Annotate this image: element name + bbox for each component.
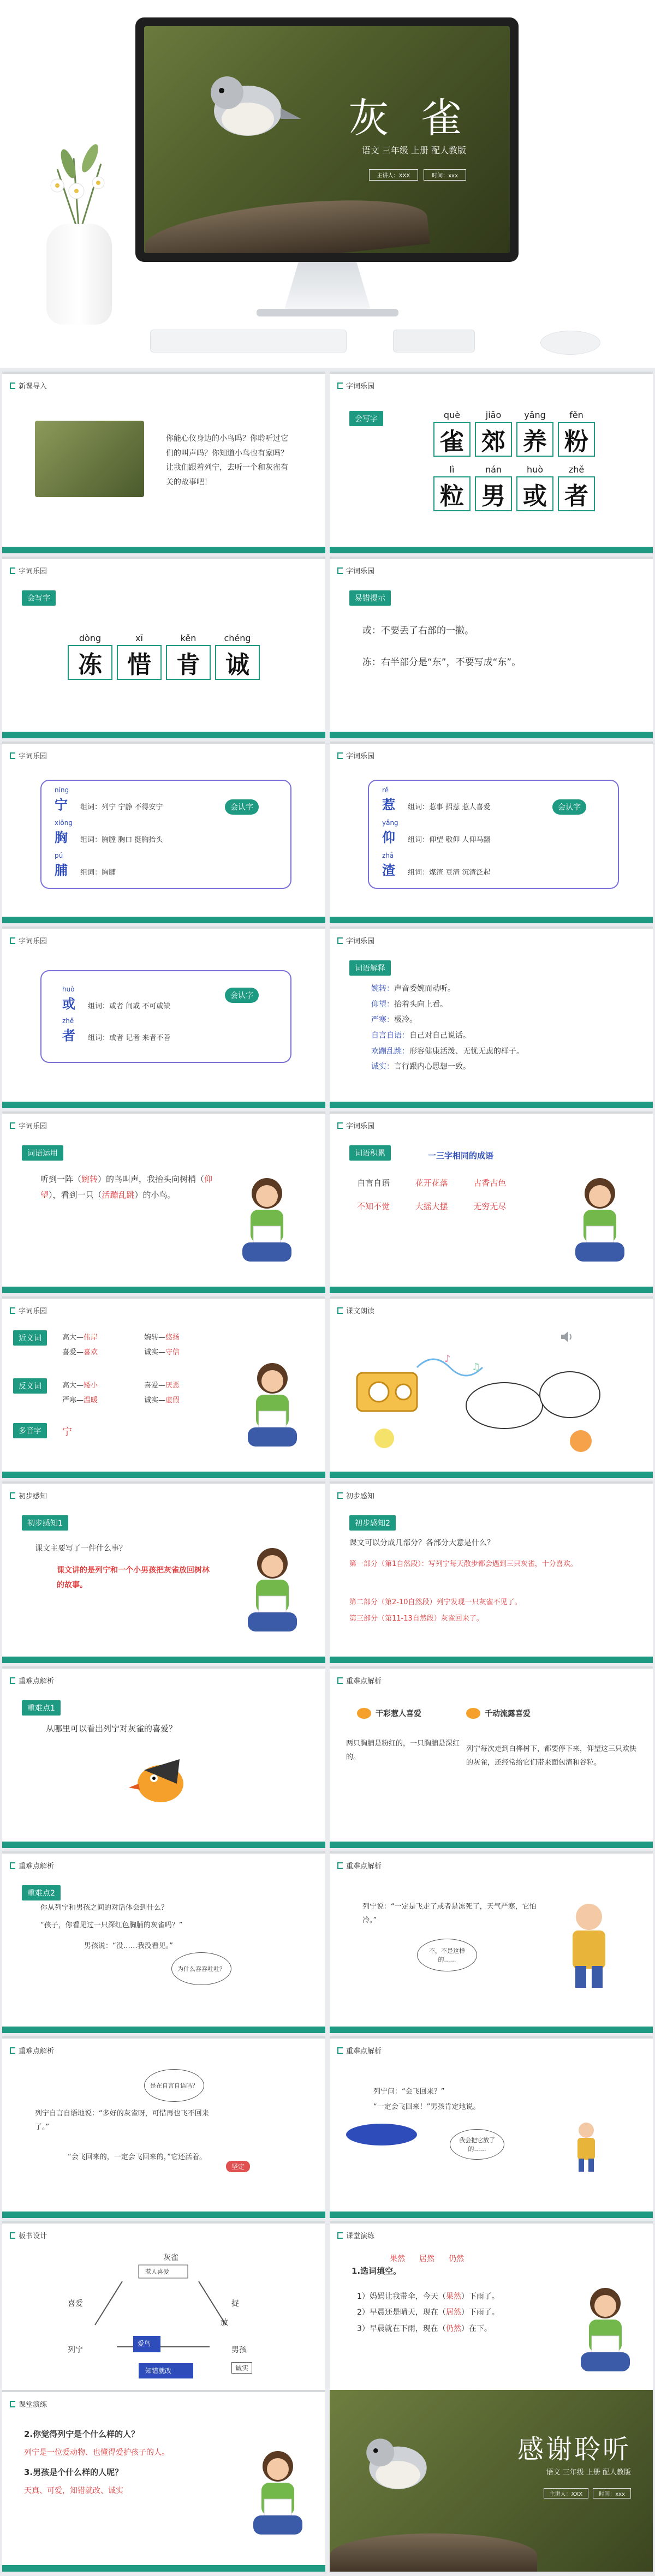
tag-preview-2: 初步感知2 — [349, 1515, 396, 1531]
lenin-question: 列宁问：“会飞回来？” — [373, 2088, 445, 2096]
slide-header: 字词乐园 — [19, 567, 47, 576]
reading-illustration — [341, 1351, 646, 1455]
term: 严寒： — [371, 1015, 394, 1025]
hanzi: 养 — [516, 422, 553, 457]
slide-header: 初步感知 — [19, 1492, 47, 1501]
girl-reading-image — [242, 1541, 302, 1637]
slide-5 — [2, 742, 325, 923]
slide-18a — [330, 1851, 653, 2033]
board-left-1: 喜爱 — [68, 2299, 83, 2308]
choice-options: 果然 居然 仍然 — [390, 2255, 464, 2263]
cover-title: 灰 雀 — [348, 95, 472, 142]
term: 婉转： — [371, 984, 394, 993]
hanzi: 胸 — [55, 830, 68, 845]
svg-text:♫: ♫ — [472, 1361, 481, 1373]
word-examples: 组词：仰望 敬仰 人仰马翻 — [408, 836, 491, 844]
tag-word-accumulation: 词语积累 — [349, 1145, 391, 1161]
bird-small-icon — [357, 1708, 371, 1719]
slide-22-ending — [330, 2390, 653, 2572]
slide-3 — [2, 557, 325, 738]
keyboard — [150, 330, 347, 352]
girl-reading-image — [570, 1172, 630, 1267]
pinyin: huò — [526, 464, 544, 475]
tag-hui-ren-zi: 会认字 — [552, 799, 586, 815]
hanzi: 惹 — [382, 797, 395, 812]
synonym-list: 高大—伟岸 婉转—悠扬 喜爱—喜欢 诚实—守信 — [62, 1334, 180, 1357]
tag-key-point-2: 重难点2 — [22, 1885, 61, 1900]
hanzi: 诚 — [215, 645, 260, 680]
tag-hui-ren-zi: 会认字 — [225, 799, 259, 815]
term: 欢蹦乱跳： — [371, 1047, 409, 1056]
idiom: 自言自语 — [357, 1178, 390, 1188]
slide-18b — [330, 2036, 653, 2218]
tag-hui-xie-zi: 会写字 — [349, 411, 383, 426]
char-row — [68, 633, 260, 680]
word-examples: 组词：或者 记者 来者不善 — [88, 1034, 171, 1042]
slide-header: 重难点解析 — [19, 1677, 55, 1686]
board-bottom: 知错就改 — [145, 2367, 172, 2375]
hanzi: 仰 — [382, 830, 395, 845]
label-b: 千动流露喜爱 — [466, 1708, 531, 1719]
cover-slide — [144, 26, 510, 253]
cover-scene — [0, 0, 655, 368]
exercise-lines: 1）妈妈让我带伞，今天（果然）下雨了。 2）早晨还是晴天，现在（居然）下雨了。 3）早晨就在下雨，现在（仍然）在下。 — [357, 2292, 499, 2333]
slide-header: 重难点解析 — [19, 2047, 55, 2055]
definition: 声音委婉而动听。 — [394, 984, 455, 993]
term: 自言自语： — [371, 1031, 409, 1041]
hanzi: 粒 — [433, 476, 471, 511]
tag-hui-ren-zi: 会认字 — [225, 988, 259, 1003]
char-row-1 — [433, 410, 595, 457]
presenter-label: 主讲人：XXX — [369, 169, 419, 181]
bird-icon — [352, 2423, 444, 2499]
intro-text: 你能心仪身边的小鸟吗？你聆听过它们的叫声吗？你知道小鸟也有家吗？让我们跟着列宁，去听一个和灰雀有关的故事吧！ — [166, 434, 288, 487]
board-sub: 惹人喜爱 — [145, 2268, 169, 2275]
idiom: 古香古色 — [473, 1178, 507, 1188]
boy-answer: “一定会飞回来！”男孩肯定地说。 — [373, 2103, 480, 2111]
tag-antonym: 反义词 — [13, 1378, 47, 1394]
board-right-1: 捉 — [231, 2299, 239, 2308]
part-2: 第二部分（第2-10自然段）列宁发现一只灰雀不见了。 — [349, 1598, 522, 1606]
slide-header: 重难点解析 — [346, 2047, 382, 2055]
board-right-2: 放 — [221, 2318, 228, 2327]
hanzi: 或 — [516, 476, 553, 511]
thanks-title: 感谢聆听 — [517, 2434, 631, 2465]
pinyin: pú — [55, 852, 63, 859]
pinyin: níng — [55, 786, 69, 794]
boy-image — [559, 1895, 619, 1991]
slide-header: 重难点解析 — [346, 1862, 382, 1870]
word-list — [62, 985, 226, 1049]
tag-error-tip: 易错提示 — [349, 590, 391, 606]
tag-word-meaning: 词语解释 — [349, 960, 391, 976]
slide-21 — [2, 2390, 325, 2572]
slide-6 — [330, 742, 653, 923]
pinyin: dòng — [79, 633, 102, 643]
hanzi: 者 — [62, 1028, 75, 1043]
svg-text:♪: ♪ — [444, 1353, 451, 1365]
thought-bubble: 我会把它放了的…… — [450, 2129, 504, 2160]
hanzi: 者 — [558, 476, 595, 511]
pinyin: xiōng — [55, 819, 73, 827]
pinyin: huò — [62, 985, 75, 993]
word-examples: 组词：列宁 宁静 不得安宁 — [80, 803, 163, 811]
pinyin: yǎng — [382, 819, 398, 827]
slide-header: 字词乐园 — [19, 1307, 47, 1316]
term: 诚实： — [371, 1062, 394, 1072]
monitor — [135, 17, 519, 262]
idiom: 无穷无尽 — [473, 1202, 507, 1211]
trackpad — [393, 330, 475, 352]
slide-header: 重难点解析 — [19, 1862, 55, 1870]
slide-1 — [2, 372, 325, 553]
slide-18 — [2, 2036, 325, 2218]
branch-image — [330, 2533, 537, 2572]
hanzi: 男 — [475, 476, 512, 511]
slide-14 — [330, 1481, 653, 1663]
word-list — [382, 786, 546, 884]
slide-header: 课堂演练 — [19, 2401, 47, 2409]
hanzi: 或 — [62, 996, 75, 1012]
tag-synonym: 近义词 — [13, 1330, 47, 1346]
hanzi: 郊 — [475, 422, 512, 457]
bird-cartoon-icon — [128, 1754, 193, 1808]
pinyin: kěn — [180, 633, 196, 643]
hanzi: 雀 — [433, 422, 471, 457]
polyphone-char: 宁 — [62, 1426, 72, 1438]
board-honest: 诚实 — [231, 2362, 252, 2374]
plant-decoration — [25, 125, 134, 235]
slide-9 — [2, 1111, 325, 1293]
word-examples: 组词：惹事 招惹 惹人喜爱 — [408, 803, 491, 811]
pinyin: zhě — [62, 1017, 74, 1025]
speaker-icon[interactable] — [559, 1329, 574, 1344]
board-right-3: 男孩 — [231, 2346, 247, 2354]
question: 课文主要写了一件什么事？ — [35, 1544, 127, 1553]
word-list — [55, 786, 218, 884]
slide-header: 字词乐园 — [19, 1122, 47, 1131]
thanks-subtitle: 语文 三年级 上册 配人教版 — [546, 2469, 631, 2477]
label-a: 干彩惹人喜爱 — [357, 1708, 421, 1719]
lenin-line: 列宁说：“一定是飞走了或者是冻死了，天气严寒，它怕冷。” — [362, 1903, 537, 1924]
slide-header: 字词乐园 — [346, 382, 375, 391]
slide-12 — [330, 1296, 653, 1478]
slide-4 — [330, 557, 653, 738]
thanks-meta: 主讲人：XXX 时间：xxx — [544, 2488, 631, 2499]
answer-2: 列宁是一位爱动物、也懂得爱护孩子的人。 — [24, 2448, 169, 2457]
bird-photo — [35, 421, 144, 497]
boy-image — [570, 2118, 603, 2173]
idiom-title: 一三字相同的成语 — [428, 1151, 494, 1161]
girl-reading-image — [248, 2444, 308, 2540]
slide-7 — [2, 927, 325, 1108]
hanzi: 宁 — [55, 797, 68, 812]
idiom: 不知不觉 — [357, 1202, 390, 1211]
definition-list — [371, 981, 524, 1075]
slide-10 — [330, 1111, 653, 1293]
slide-2 — [330, 372, 653, 553]
word-examples: 组词：煤渣 豆渣 沉渣泛起 — [408, 869, 491, 877]
hanzi: 渣 — [382, 863, 395, 878]
slide-header: 字词乐园 — [346, 937, 375, 946]
slide-header: 字词乐园 — [19, 752, 47, 761]
pinyin: què — [443, 410, 461, 420]
slide-17 — [2, 1851, 325, 2033]
pinyin: jiāo — [485, 410, 502, 420]
hanzi: 粉 — [558, 422, 595, 457]
definition: 极冷。 — [394, 1015, 417, 1025]
char-row-2 — [433, 464, 595, 511]
hanzi: 肯 — [166, 645, 211, 680]
hanzi: 惜 — [117, 645, 162, 680]
question: 课文可以分成几部分？各部分大意是什么？ — [349, 1539, 495, 1547]
definition: 抬着头向上看。 — [394, 1000, 448, 1009]
pinyin: nán — [485, 464, 502, 475]
tag-preview-1: 初步感知1 — [22, 1515, 68, 1531]
question: 从哪里可以看出列宁对灰雀的喜爱？ — [46, 1724, 177, 1734]
definition: 自己对自己说话。 — [409, 1031, 471, 1041]
pinyin: zhě — [568, 464, 585, 475]
part-3: 第三部分（第11-13自然段）灰雀回来了。 — [349, 1615, 484, 1623]
word-examples: 组词：或者 间或 不可或缺 — [88, 1002, 171, 1011]
term: 仰望： — [371, 1000, 394, 1009]
board-left-2: 列宁 — [68, 2346, 83, 2354]
hanzi: 脯 — [55, 863, 68, 878]
board-center: 爱鸟 — [138, 2340, 151, 2347]
tag-word-usage: 词语运用 — [22, 1145, 63, 1161]
pinyin: zhā — [382, 852, 394, 859]
blue-cloud-icon — [346, 2124, 417, 2145]
board-top: 灰雀 — [163, 2254, 178, 2262]
hanzi: 冻 — [68, 645, 112, 680]
thought-bubble: 不，不是这样的…… — [417, 1939, 477, 1971]
thought-bubble: 是在自言自语吗？ — [144, 2069, 204, 2102]
slide-header: 新课导入 — [19, 382, 47, 391]
cover-subtitle: 语文 三年级 上册 配人教版 — [361, 145, 466, 156]
slide-11 — [2, 1296, 325, 1478]
slide-header: 板书设计 — [19, 2232, 47, 2240]
girl-reading-image — [237, 1172, 297, 1267]
antonym-list: 高大—矮小 喜爱—厌恶 严寒—温暖 诚实—虚假 — [62, 1382, 180, 1405]
slide-header: 字词乐园 — [19, 937, 47, 946]
idiom: 花开花落 — [415, 1178, 448, 1188]
description-right: 列宁每次走到白桦树下，都要停下来，仰望这三只欢快的灰雀，还经常给它们带来面包渣和谷粒。 — [466, 1745, 637, 1767]
cover-meta — [369, 169, 466, 181]
tag-key-point-1: 重难点1 — [22, 1700, 61, 1716]
slide-header: 课文朗读 — [346, 1307, 375, 1316]
tag-polyphone: 多音字 — [13, 1423, 47, 1438]
idiom-grid — [357, 1177, 532, 1212]
tip-line-1: 或：不要丢了右部的一撇。 — [362, 625, 474, 636]
part-1: 第一部分（第1自然段）：写列宁每天散步都会遇到三只灰雀，十分喜欢。 — [349, 1560, 577, 1568]
monitor-stand — [276, 262, 379, 311]
tip-line-2: 冻：右半部分是“东”，不要写成“东”。 — [362, 657, 521, 668]
slide-15 — [2, 1666, 325, 1848]
slide-header: 课堂演练 — [346, 2232, 375, 2240]
pinyin: lì — [449, 464, 455, 475]
definition: 言行跟内心思想一致。 — [394, 1062, 471, 1072]
lenin-line: 列宁自言自语地说：“多好的灰雀呀，可惜再也飞不回来了。” — [35, 2109, 209, 2131]
thought-bubble: 为什么吞吞吐吐？ — [171, 1952, 231, 1985]
slide-13 — [2, 1481, 325, 1663]
pinyin: yǎng — [524, 410, 546, 420]
question-3: 3.男孩是个什么样的人呢？ — [24, 2467, 123, 2477]
slide-19 — [2, 2221, 325, 2403]
word-examples: 组词：胸膛 胸口 挺胸抬头 — [80, 836, 163, 844]
girl-reading-image — [575, 2281, 635, 2377]
monitor-base — [257, 309, 398, 316]
word-examples: 组词：胸脯 — [80, 869, 116, 877]
firm-badge: 坚定 — [226, 2161, 250, 2172]
slide-header: 重难点解析 — [346, 1677, 382, 1686]
usage-sentence: 听到一阵（婉转）的鸟叫声，我抬头向树梢（仰望），看到一只（活蹦乱跳）的小鸟。 — [40, 1174, 213, 1200]
slide-16 — [330, 1666, 653, 1848]
question: 你从列宁和男孩之间的对话体会到什么？ — [40, 1904, 169, 1912]
slide-header: 字词乐园 — [346, 752, 375, 761]
answer-3: 天真、可爱，知错就改、诚实 — [24, 2487, 123, 2495]
pinyin: xī — [135, 633, 143, 643]
time-label: 时间：xxx — [424, 169, 466, 181]
branch-image — [144, 189, 430, 253]
dialogue-quote: “孩子，你看见过一只深红色胸脯的灰雀吗？” — [40, 1921, 183, 1929]
answer: 课文讲的是列宁和一个小男孩把灰雀放回树林的故事。 — [57, 1566, 210, 1589]
exercise-title: 1.选词填空。 — [352, 2266, 402, 2276]
girl-reading-image — [242, 1356, 302, 1452]
slide-header: 初步感知 — [346, 1492, 375, 1501]
definition: 形容健康活泼、无忧无虑的样子。 — [409, 1047, 524, 1056]
slide-header: 字词乐园 — [346, 1122, 375, 1131]
pinyin: chéng — [224, 633, 251, 643]
boy-line: 男孩说：“没……我没看见。” — [84, 1942, 173, 1950]
slide-header: 字词乐园 — [346, 567, 375, 576]
bird-small-icon — [466, 1708, 480, 1719]
question-2: 2.你觉得列宁是个什么样的人？ — [24, 2429, 140, 2439]
idiom: 大摇大摆 — [415, 1202, 448, 1211]
slide-8 — [330, 927, 653, 1108]
slide-20 — [330, 2221, 653, 2403]
mouse — [540, 331, 600, 355]
description-left: 两只胸脯是粉红的，一只胸脯是深红的。 — [346, 1740, 460, 1761]
vase — [46, 224, 112, 325]
boy-line: “会飞回来的，一定会飞回来的，”它还活着。 — [68, 2153, 206, 2161]
pinyin: fěn — [569, 410, 583, 420]
pinyin: rě — [382, 786, 389, 794]
tag-hui-xie-zi: 会写字 — [22, 590, 56, 606]
